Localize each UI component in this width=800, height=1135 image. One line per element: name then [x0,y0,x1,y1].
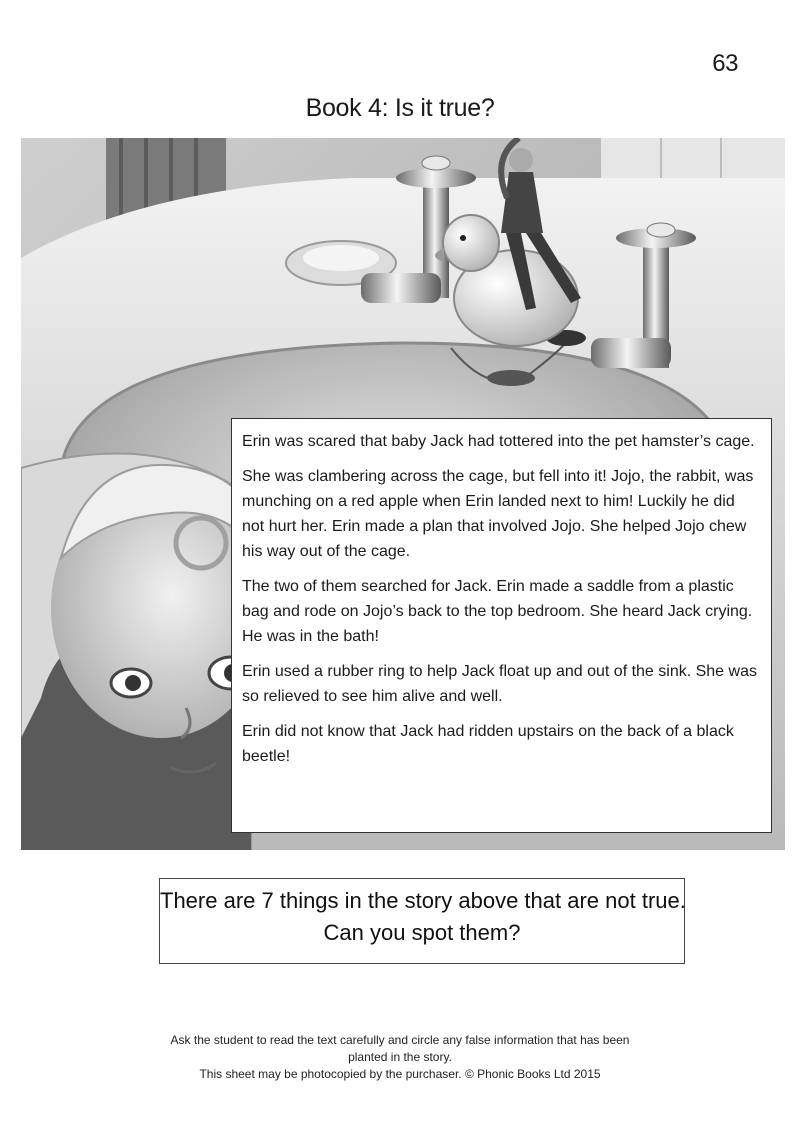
story-paragraph: Erin did not know that Jack had ridden upstairs on the back of a black beetle! [242,723,734,765]
story-paragraph: Erin used a rubber ring to help Jack float up and out of the sink. She was so relieved to see him alive and well. [242,663,757,705]
question-line: Can you spot them? [323,920,521,945]
footer-line: planted in the story. [348,1050,452,1064]
story-paragraph: The two of them searched for Jack. Erin made a saddle from a plastic bag and rode on Jojo’s back to the top bedroom. She heard Jack crying. He was in the bath! [242,578,753,645]
question-box [159,878,685,964]
question-line: There are 7 things in the story above that are not true. [160,888,686,913]
footer-line: Ask the student to read the text carefully and circle any false information that has been [170,1033,630,1047]
footer-line: This sheet may be photocopied by the purchaser. © Phonic Books Ltd 2015 [199,1067,601,1081]
page-title: Book 4: Is it true? [305,94,495,122]
story-text-box [231,418,772,833]
story-paragraph: She was clambering across the cage, but fell into it! Jojo, the rabbit, was munching on a red apple when Erin landed next to him! Luckily he did not hurt her. Erin made a plan that involved Jojo. She helped Jojo chew his way out of the cage. [242,468,754,560]
footer-instructions [0,1032,800,1083]
story-paragraph: Erin was scared that baby Jack had tottered into the pet hamster’s cage. [242,433,755,450]
page-number: 63 [712,50,738,77]
